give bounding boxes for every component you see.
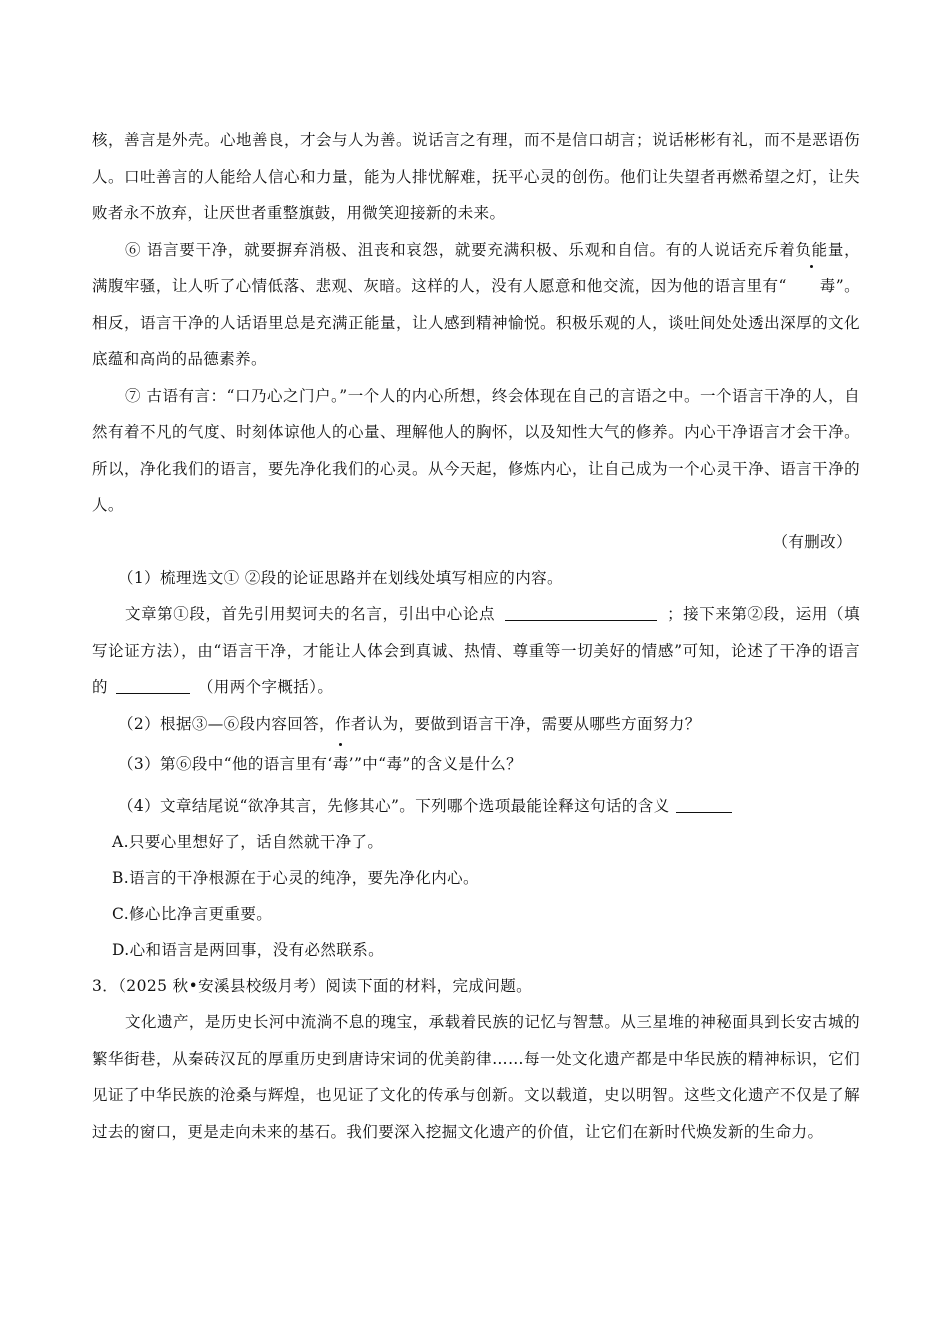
question-2: （2）根据③—⑥段内容回答，作者认为，要做到语言干净，需要从哪些方面努力？ [118, 714, 701, 733]
option-c[interactable]: C.修心比净言更重要。 [112, 904, 273, 923]
q1-fill-text-a: 文章第①段，首先引用契诃夫的名言，引出中心论点 [125, 605, 496, 623]
answer-blank-central-argument[interactable] [505, 605, 657, 622]
question-1-fill [92, 596, 860, 706]
q1-fill-text-c: （填写论证方法），由“语言干净，才能让人体会到真诚、热情、尊重等一切美好的情感”可知，论述了干净的语言的 [92, 605, 860, 696]
option-a[interactable]: A.只要心里想好了，话自然就干净了。 [112, 832, 384, 851]
answer-blank-two-chars[interactable] [116, 678, 190, 695]
q4-text: （4）文章结尾说“欲净其言，先修其心”。下列哪个选项最能诠释这句话的含义 [118, 796, 670, 815]
option-d[interactable]: D.心和语言是两回事，没有必然联系。 [112, 940, 385, 959]
section-3-header: 3．（2025 秋•安溪县校级月考）阅读下面的材料，完成问题。 [92, 976, 533, 995]
document-page [92, 122, 860, 1150]
para6-text-b: ”。相反，语言干净的人话语里总是充满正能量，让人感到精神愉悦。积极乐观的人，谈吐间处处透出深厚的文化底蕴和高尚的品德素养。 [92, 277, 860, 368]
para6-text-a: ⑥ 语言要干净，就要摒弃消极、沮丧和哀怨，就要充满积极、乐观和自信。有的人说话充斥着负能量，满腹牢骚，让人听了心情低落、悲观、灰暗。这样的人，没有人愿意和他交流，因为他的语言里有“ [92, 240, 860, 295]
section-3-paragraph: 文化遗产，是历史长河中流淌不息的瑰宝，承载着民族的记忆与智慧。从三星堆的神秘面具到长安古城的繁华街巷，从秦砖汉瓦的厚重历史到唐诗宋词的优美韵律……每一处文化遗产都是中华民族的精神标识，它们见证了中华民族的沧桑与辉煌，也见证了文化的传承与创新。文以载道，史以明智。这些文化遗产不仅是了解过去的窗口，更是走向未来的基石。我们要深入挖掘文化遗产的价值，让它们在新时代焕发新的生命力。 [92, 1013, 860, 1141]
emphasis-dot-char: 毒 [787, 268, 836, 305]
q1-fill-text-d: （用两个字概括）。 [197, 678, 334, 696]
question-4 [92, 788, 860, 824]
q1-fill-text-b: ；接下来第②段，运用 [667, 605, 828, 623]
question-3 [92, 746, 860, 782]
emphasis-dot-char: 毒 [333, 746, 349, 782]
q3-text-a: （3）第⑥段中“他的语言里有‘ [118, 754, 333, 773]
question-1: （1）梳理选文① ②段的论证思路并在划线处填写相应的内容。 [118, 569, 563, 587]
option-b[interactable]: B.语言的干净根源在于心灵的纯净，要先净化内心。 [112, 868, 479, 887]
article-paragraph-continued: 核，善言是外壳。心地善良，才会与人为善。说话言之有理，而不是信口胡言；说话彬彬有礼，而不是恶语伤人。口吐善言的人能给人信心和力量，能为人排忧解难，抚平心灵的创伤。他们让失望者再燃希望之灯，让失败者永不放弃，让厌世者重整旗鼓，用微笑迎接新的未来。 [92, 131, 860, 222]
article-paragraph-6 [92, 232, 860, 378]
q3-text-b: ’”中“毒”的含义是什么？ [348, 754, 523, 773]
article-paragraph-7: ⑦ 古语有言：“口乃心之门户。”一个人的内心所想，终会体现在自己的言语之中。一个语言干净的人，自然有着不凡的气度、时刻体谅他人的心量、理解他人的胸怀，以及知性大气的修养。内心干净语言才会干净。所以，净化我们的语言，要先净化我们的心灵。从今天起，修炼内心，让自己成为一个心灵干净、语言干净的人。 [92, 386, 860, 514]
source-note: （有删改） [772, 532, 852, 551]
answer-blank-choice[interactable] [676, 796, 732, 813]
